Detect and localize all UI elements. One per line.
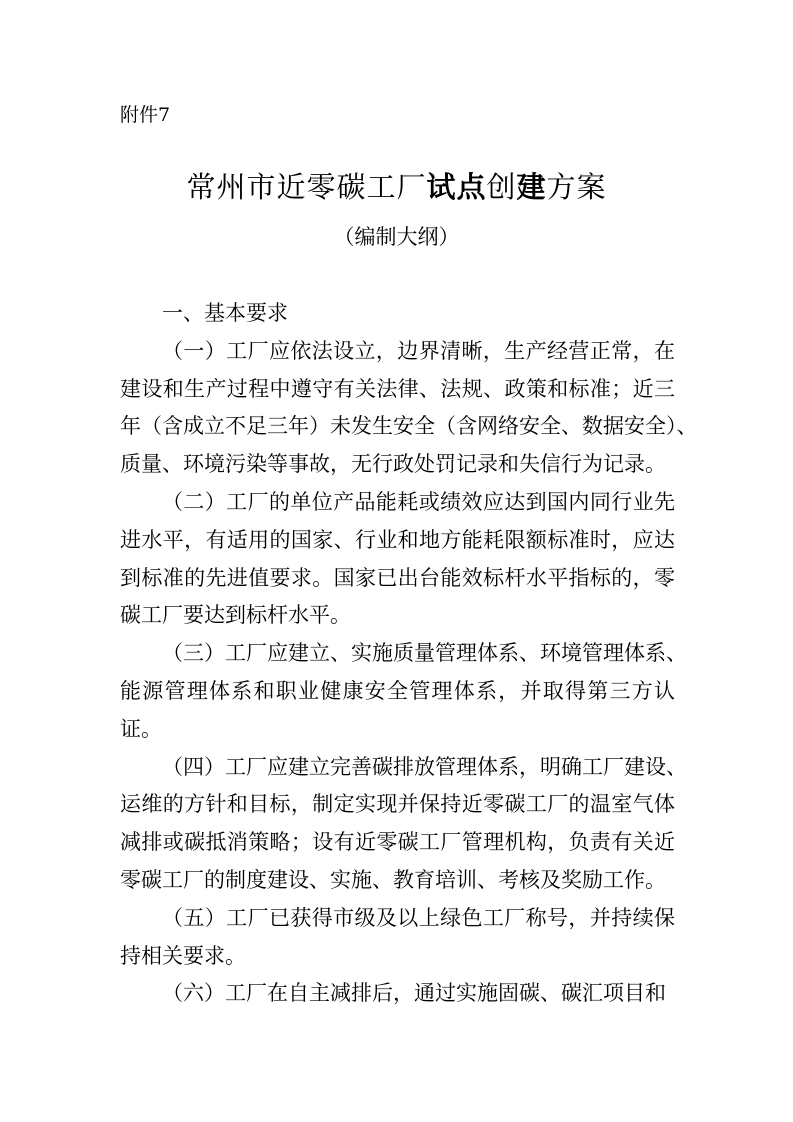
- paragraph-line: 年（含成立不足三年）未发生安全（含网络安全、数据安全）、: [120, 414, 698, 439]
- paragraph-line: 零碳工厂的制度建设、实施、教育培训、考核及奖励工作。: [120, 867, 666, 892]
- paragraph: [120, 484, 675, 635]
- title-part-5: 方案: [546, 170, 607, 204]
- paragraph-line: （三）工厂应建立、实施质量管理体系、环境管理体系、: [162, 641, 687, 666]
- title-part-3: 创: [486, 170, 517, 204]
- paragraph: [120, 749, 687, 900]
- attachment-label: 附件7: [120, 104, 171, 126]
- section-heading: 一、基本要求: [162, 301, 288, 325]
- title-part-2: 试点: [426, 170, 487, 204]
- paragraph-list: [120, 333, 698, 1013]
- paragraph-line: （六）工厂在自主减排后，通过实施固碳、碳汇项目和: [162, 981, 666, 1006]
- paragraph-line: 持相关要求。: [120, 943, 246, 968]
- title-part-4: 建: [516, 170, 547, 204]
- paragraph-line: 能源管理体系和职业健康安全管理体系，并取得第三方认: [120, 678, 675, 703]
- paragraph-line: 碳工厂要达到标杆水平。: [120, 603, 351, 628]
- paragraph-line: 进水平，有适用的国家、行业和地方能耗限额标准时，应达: [120, 527, 675, 552]
- paragraph-line: 证。: [120, 716, 162, 741]
- paragraph-line: 质量、环境污染等事故，无行政处罚记录和失信行为记录。: [120, 452, 666, 477]
- paragraph: [120, 975, 675, 1013]
- paragraph-line: 建设和生产过程中遵守有关法律、法规、政策和标准；近三: [120, 376, 675, 401]
- paragraph: [120, 635, 687, 748]
- paragraph: [120, 333, 698, 484]
- paragraph: [120, 900, 675, 976]
- paragraph-line: 减排或碳抵消策略；设有近零碳工厂管理机构，负责有关近: [120, 830, 675, 855]
- paragraph-line: （五）工厂已获得市级及以上绿色工厂称号，并持续保: [162, 905, 675, 930]
- document-title: [0, 166, 793, 208]
- title-part-1: 常州市近零碳工厂: [186, 170, 427, 204]
- document-body: [120, 295, 698, 1013]
- paragraph-line: 运维的方针和目标，制定实现并保持近零碳工厂的温室气体: [120, 792, 675, 817]
- paragraph-line: 到标准的先进值要求。国家已出台能效标杆水平指标的，零: [120, 565, 675, 590]
- document-subtitle: （编制大纲）: [333, 225, 460, 249]
- paragraph-line: （二）工厂的单位产品能耗或绩效应达到国内同行业先: [162, 489, 675, 514]
- paragraph-line: （一）工厂应依法设立，边界清晰，生产经营正常，在: [162, 338, 675, 363]
- paragraph-line: （四）工厂应建立完善碳排放管理体系，明确工厂建设、: [162, 754, 687, 779]
